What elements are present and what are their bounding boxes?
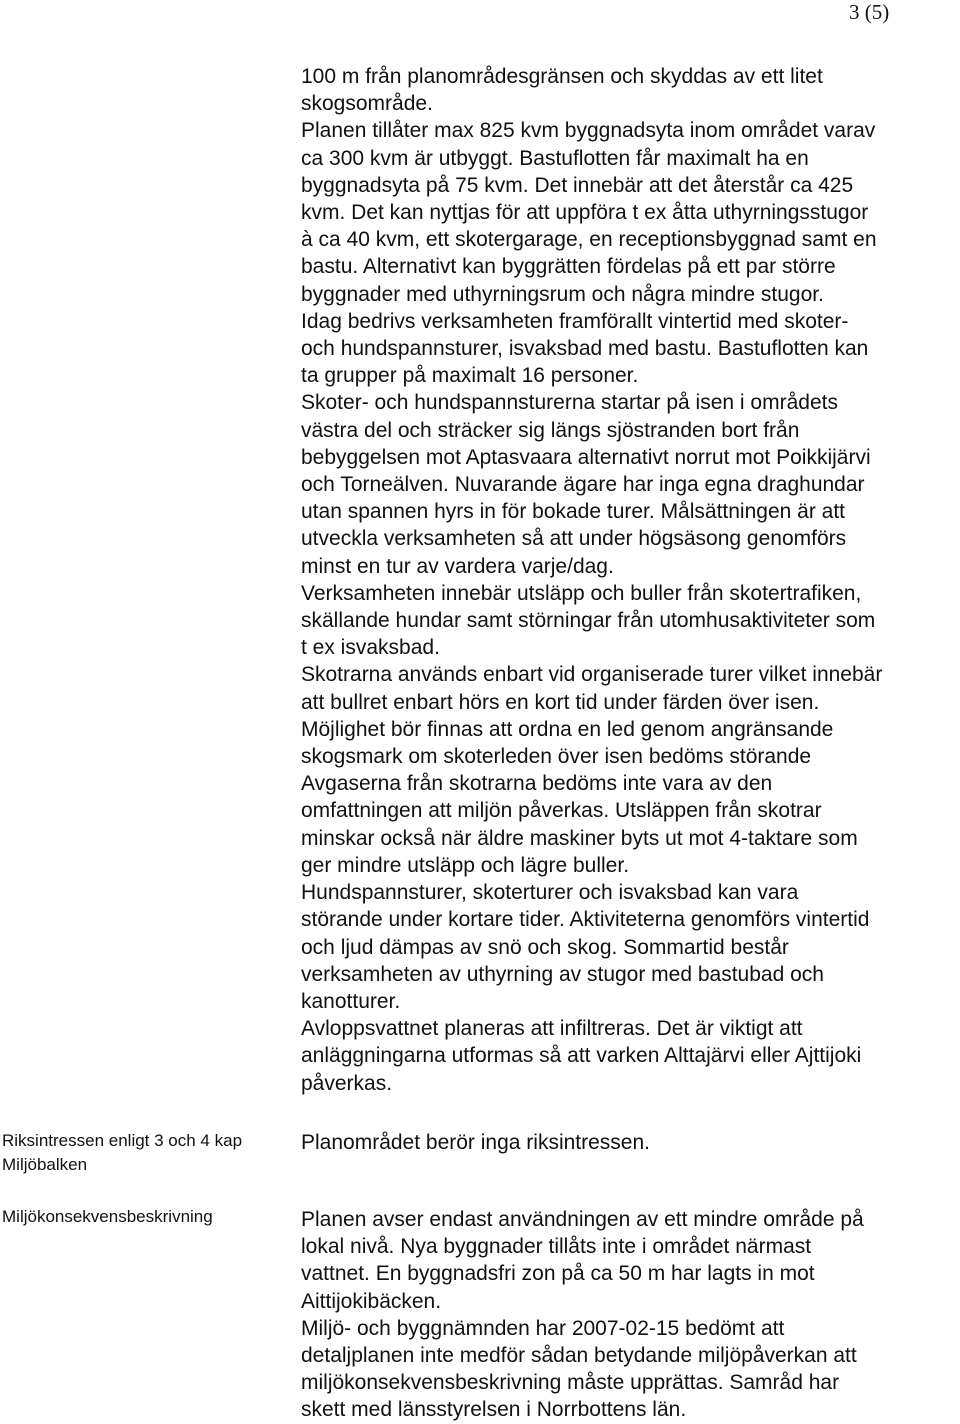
text-line: skällande hundar samt störningar från utomhusaktiviteter som <box>301 609 876 633</box>
text-line: Skoter- och hundspannsturerna startar på isen i områdets <box>301 391 838 415</box>
text-line: byggnadsyta på 75 kvm. Det innebär att det återstår ca 425 <box>301 173 854 197</box>
text-line: ger mindre utsläpp och lägre buller. <box>301 853 630 877</box>
text-line: à ca 40 kvm, ett skotergarage, en receptionsbyggnad samt en <box>301 228 877 252</box>
text-line: byggnader med uthyrningsrum och några mindre stugor. <box>301 282 824 306</box>
mkb-section <box>301 1206 960 1424</box>
text-line: ca 300 kvm är utbyggt. Bastuflotten får maximalt ha en <box>301 146 809 170</box>
text-line: vattnet. En byggnadsfri zon på ca 50 m har lagts in mot <box>301 1262 815 1286</box>
text-line: anläggningarna utformas så att varken Alttajärvi eller Ajttijoki <box>301 1044 862 1068</box>
text-line: minst en tur av vardera varje/dag. <box>301 554 614 578</box>
text-line: påverkas. <box>301 1071 393 1095</box>
text-line: Hundspannsturer, skoterturer och isvaksbad kan vara <box>301 881 799 905</box>
text-line: minskar också när äldre maskiner byts ut mot 4-taktare som <box>301 826 858 850</box>
text-line: skogsområde. <box>301 92 433 116</box>
riksintressen-heading: Riksintressen enligt 3 och 4 kap Miljöbalken <box>2 1131 243 1174</box>
text-line: bebyggelsen mot Aptasvaara alternativt norrut mot Poikkijärvi <box>301 445 871 469</box>
text-line: Avloppsvattnet planeras att infiltreras. Det är viktigt att <box>301 1017 803 1041</box>
page-number: 3 (5) <box>849 0 890 24</box>
text-line: och hundspannsturer, isvaksbad med bastu. Bastuflotten kan <box>301 337 869 361</box>
text-line: t ex isvaksbad. <box>301 636 440 660</box>
text-line: västra del och sträcker sig längs sjöstranden bort från <box>301 418 800 442</box>
text-line: verksamheten av uthyrning av stugor med bastubad och <box>301 962 824 986</box>
text-line: omfattningen att miljön påverkas. Utsläppen från skotrar <box>301 799 822 823</box>
mkb-heading: Miljökonsekvensbeskrivning <box>2 1207 213 1226</box>
text-line: ta grupper på maximalt 16 personer. <box>301 364 639 388</box>
riksintressen-section <box>301 1129 960 1156</box>
text-line: utveckla verksamheten så att under högsäsong genomförs <box>301 527 847 551</box>
text-line: Planen avser endast användningen av ett mindre område på <box>301 1208 864 1231</box>
text-line: Möjlighet bör finnas att ordna en led genom angränsande <box>301 717 834 741</box>
text-line: Verksamheten innebär utsläpp och buller från skotertrafiken, <box>301 581 862 605</box>
text-line: Miljö- och byggnämnden har 2007-02-15 bedömt att <box>301 1316 785 1340</box>
text-line: Skotrarna används enbart vid organiserade turer vilket innebär <box>301 663 883 687</box>
text-line: skogsmark om skoterleden över isen bedöms störande <box>301 745 812 769</box>
text-line: kanotturer. <box>301 989 401 1013</box>
riksintressen-text: Planområdet berör inga riksintressen. <box>301 1131 651 1154</box>
text-line: detaljplanen inte medför sådan betydande miljöpåverkan att <box>301 1344 857 1368</box>
text-line: miljökonsekvensbeskrivning måste upprättas. Samråd har <box>301 1371 840 1395</box>
text-line: 100 m från planområdesgränsen och skyddas av ett litet <box>301 65 823 88</box>
text-line: lokal nivå. Nya byggnader tillåts inte i området närmast <box>301 1235 812 1259</box>
text-line: Idag bedrivs verksamheten framförallt vintertid med skoter- <box>301 309 849 333</box>
text-line: och ljud dämpas av snö och skog. Sommartid består <box>301 935 789 959</box>
text-line: att bullret enbart hörs en kort tid under färden över isen. <box>301 690 820 714</box>
text-line: Avgaserna från skotrarna bedöms inte vara av den <box>301 772 773 796</box>
text-line: störande under kortare tider. Aktiviteterna genomförs vintertid <box>301 908 870 932</box>
text-line: bastu. Alternativt kan byggrätten fördelas på ett par större <box>301 255 836 279</box>
text-line: utan spannen hyrs in för bokade turer. Målsättningen är att <box>301 500 846 524</box>
text-line: kvm. Det kan nyttjas för att uppföra t ex åtta uthyrningsstugor <box>301 201 869 225</box>
text-line: och Torneälven. Nuvarande ägare har inga egna draghundar <box>301 473 865 497</box>
text-line: Planen tillåter max 825 kvm byggnadsyta inom området varav <box>301 119 876 143</box>
text-line: Aittijokibäcken. <box>301 1289 442 1313</box>
text-line: skett med länsstyrelsen i Norrbottens län. <box>301 1398 687 1422</box>
main-text-block <box>301 63 960 1097</box>
